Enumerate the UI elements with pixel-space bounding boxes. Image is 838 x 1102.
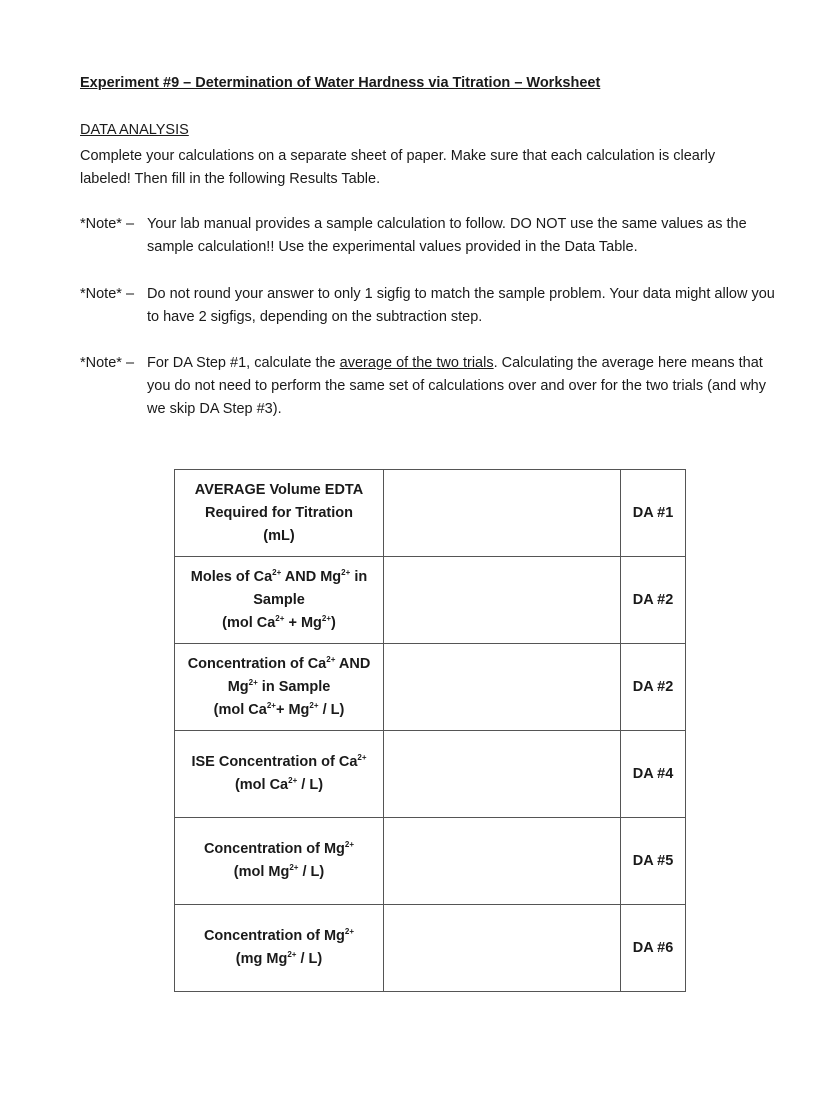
answer-cell[interactable]: [384, 905, 621, 992]
table-row: [175, 557, 686, 644]
da-step: DA #1: [621, 470, 686, 557]
row-label: ISE Concentration of $Ca^{2+}$ (mol $Ca^{2+} / L$): [175, 731, 384, 818]
answer-cell[interactable]: [384, 818, 621, 905]
row-label: Concentration of $Mg^{2+}$ (mol $Mg^{2+} / L$): [175, 818, 384, 905]
note-2: [80, 283, 780, 329]
da-step: DA #2: [621, 557, 686, 644]
row-label: AVERAGE Volume EDTA Required for Titration (mL): [175, 470, 384, 557]
answer-cell[interactable]: [384, 644, 621, 731]
underlined-phrase: average of the two trials: [339, 355, 494, 371]
note-label: *Note* –: [80, 286, 135, 302]
note-3: [80, 352, 780, 421]
note-text: For DA Step #1, calculate the average of the two trials. Calculating the average here means that you do not need to perform the same set of calculations over and over for the two trials (and why we skip DA Step #3).: [147, 355, 766, 417]
table-row: [175, 731, 686, 818]
table-row: [175, 644, 686, 731]
note-text: Do not round your answer to only 1 sigfig to match the sample problem. Your data might allow you to have 2 sigfigs, depending on the subtraction step.: [147, 286, 775, 325]
note-text: Your lab manual provides a sample calculation to follow. DO NOT use the same values as the sample calculation!! Use the experimental values provided in the Data Table.: [147, 216, 747, 255]
da-step: DA #4: [621, 731, 686, 818]
results-table: [174, 469, 686, 992]
table-row: [175, 905, 686, 992]
da-step: DA #2: [621, 644, 686, 731]
worksheet-title: Experiment #9 – Determination of Water Hardness via Titration – Worksheet: [80, 75, 601, 91]
note-1: [80, 213, 780, 259]
note-label: *Note* –: [80, 355, 135, 371]
row-label: Concentration of $Mg^{2+}$ (mg $Mg^{2+} / L$): [175, 905, 384, 992]
da-step: DA #6: [621, 905, 686, 992]
da-step: DA #5: [621, 818, 686, 905]
row-label: Moles of $Ca^{2+}$ AND $Mg^{2+}$ in Sample (mol $Ca^{2+} + Mg^{2+}$): [175, 557, 384, 644]
table-row: [175, 818, 686, 905]
answer-cell[interactable]: [384, 470, 621, 557]
row-label: Concentration of $Ca^{2+}$ AND $Mg^{2+}$ in Sample (mol $Ca^{2+}+ Mg^{2+} / L$): [175, 644, 384, 731]
note-label: *Note* –: [80, 216, 135, 232]
answer-cell[interactable]: [384, 731, 621, 818]
answer-cell[interactable]: [384, 557, 621, 644]
table-row: [175, 470, 686, 557]
intro-paragraph: Complete your calculations on a separate sheet of paper. Make sure that each calculation is clearly labeled! Then fill in the following Results Table.: [80, 148, 716, 187]
section-heading: DATA ANALYSIS: [80, 122, 189, 138]
